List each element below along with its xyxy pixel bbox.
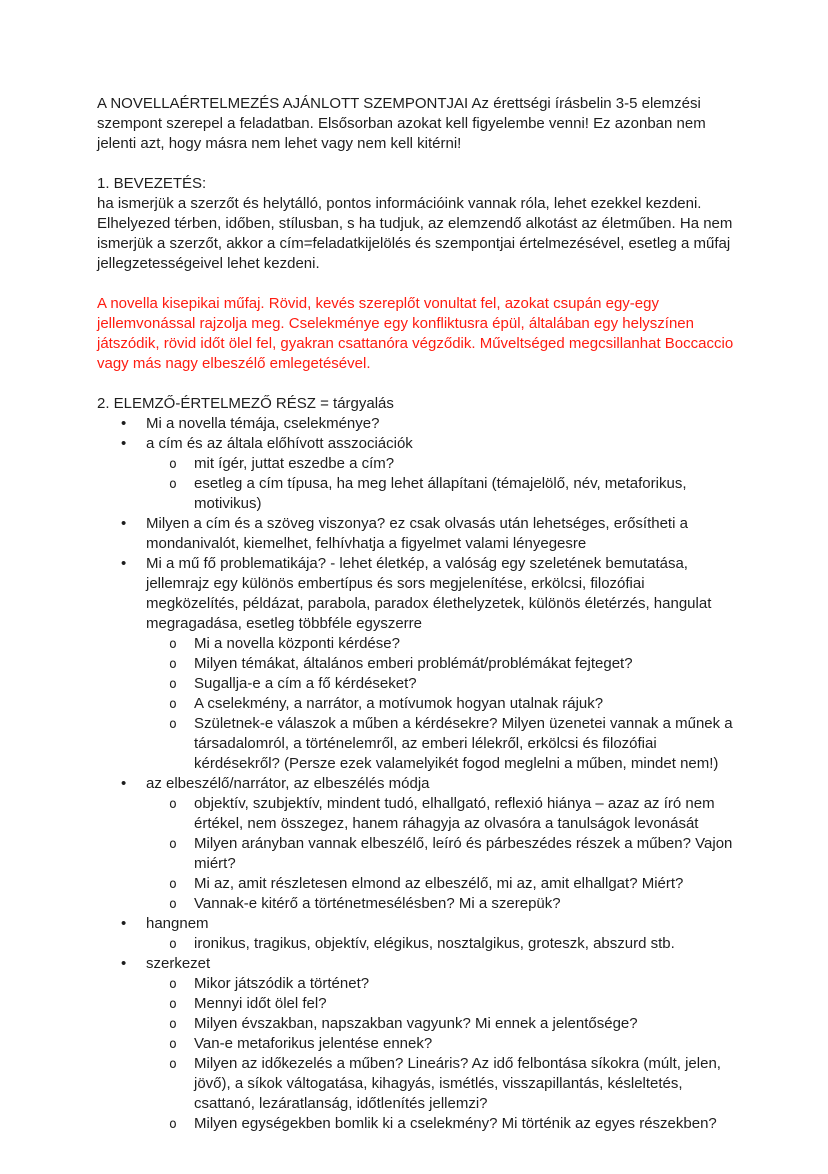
sub-bullet-icon: o	[169, 877, 177, 892]
sub-bullet-icon: o	[169, 477, 177, 492]
list-item-text: Milyen évszakban, napszakban vagyunk? Mi ennek a jelentősége?	[194, 1015, 638, 1032]
section2-heading: 2. ELEMZŐ-ÉRTELMEZŐ RÉSZ = tárgyalás	[97, 395, 394, 412]
bullet-icon: •	[121, 435, 127, 452]
list-item-text: Milyen a cím és a szöveg viszonya? ez csak olvasás után lehetséges, erősítheti a mondanivalót, kiemelhet, felhívhatja a figyelmet valami lényegesre	[146, 515, 688, 552]
list-item	[97, 954, 738, 974]
intro-paragraph: A NOVELLAÉRTELMEZÉS AJÁNLOTT SZEMPONTJAI Az érettségi írásbelin 3-5 elemzési szempont szerepel a feladatban. Elsősorban azokat kell figyelembe venni! Ez azonban nem jelenti azt, hogy másra nem lehet vagy nem kell kitérni!	[97, 95, 706, 152]
list-item-text: Születnek-e válaszok a műben a kérdésekre? Milyen üzenetei vannak a műnek a társadalomról, a történelemről, az emberi lélekről, erkölcsi és filozófiai kérdésekről? (Persze ezek valamelyikét fogod meglelni a műben, mindet nem!)	[194, 715, 733, 772]
list-item-text: Milyen az időkezelés a műben? Lineáris? Az idő felbontása síkokra (múlt, jelen, jövő), a síkok váltogatása, kihagyás, ismétlés, visszapillantás, késleltetés, csattanó, lezáratlanság, időtlenítés jellemzi?	[194, 1055, 721, 1112]
list-item-text: Milyen arányban vannak elbeszélő, leíró és párbeszédes részek a műben? Vajon miért?	[194, 835, 733, 872]
list-item-text: Mi a novella központi kérdése?	[194, 635, 400, 652]
document-body	[97, 94, 738, 1134]
list-item	[97, 934, 738, 954]
sub-bullet-icon: o	[169, 717, 177, 732]
list-item-text: objektív, szubjektív, mindent tudó, elhallgató, reflexió hiánya – azaz az író nem értékel, nem összegez, hanem ráhagyja az olvasóra a tanulságok levonását	[194, 795, 715, 832]
list-item	[97, 1034, 738, 1054]
list-item-text: az elbeszélő/narrátor, az elbeszélés módja	[146, 775, 430, 792]
list-item	[97, 434, 738, 454]
sub-bullet-icon: o	[169, 837, 177, 852]
list-item	[97, 774, 738, 794]
sub-bullet-icon: o	[169, 897, 177, 912]
sub-bullet-icon: o	[169, 797, 177, 812]
bullet-icon: •	[121, 515, 127, 532]
list-item	[97, 634, 738, 654]
list-item	[97, 454, 738, 474]
list-item	[97, 874, 738, 894]
sub-bullet-icon: o	[169, 1117, 177, 1132]
list-item-text: Milyen egységekben bomlik ki a cselekmény? Mi történik az egyes részekben?	[194, 1115, 717, 1132]
list-item-text: Vannak-e kitérő a történetmesélésben? Mi a szerepük?	[194, 895, 561, 912]
list-item	[97, 474, 738, 514]
section1-heading: 1. BEVEZETÉS:	[97, 175, 207, 192]
list-item-text: Mi az, amit részletesen elmond az elbeszélő, mi az, amit elhallgat? Miért?	[194, 875, 684, 892]
list-item	[97, 994, 738, 1014]
sub-bullet-icon: o	[169, 977, 177, 992]
analysis-list	[97, 414, 738, 1134]
section1-body: ha ismerjük a szerzőt és helytálló, pontos információink vannak róla, lehet ezekkel kezdeni. Elhelyezed térben, időben, stílusban, s ha tudjuk, az elemzendő alkotást az életműben. Ha nem ismerjük a szerzőt, akkor a cím=feladatkijelölés és szempontjai értelmezésével, esetleg a műfaj jellegzetességeivel lehet kezdeni.	[97, 195, 733, 272]
list-item-text: Mi a mű fő problematikája? - lehet életkép, a valóság egy szeletének bemutatása, jellemrajz egy különös embertípus és sors megjelenítése, erkölcsi, filozófiai megközelítés, példázat, parabola, paradox élethelyzetek, különös életérzés, hangulat megragadása, esetleg többféle egyszerre	[146, 555, 712, 632]
sub-bullet-icon: o	[169, 457, 177, 472]
list-item-text: Mennyi időt ölel fel?	[194, 995, 327, 1012]
list-item-text: ironikus, tragikus, objektív, elégikus, nosztalgikus, groteszk, abszurd stb.	[194, 935, 675, 952]
red-note-paragraph: A novella kisepikai műfaj. Rövid, kevés szereplőt vonultat fel, azokat csupán egy-egy jellemvonással rajzolja meg. Cselekménye egy konfliktusra épül, általában egy helyszínen játszódik, rövid időt ölel fel, gyakran csattanóra végződik. Műveltséged megcsillanhat Boccaccio vagy más nagy elbeszélő emlegetésével.	[97, 295, 734, 372]
list-item	[97, 794, 738, 834]
bullet-icon: •	[121, 555, 127, 572]
list-item	[97, 834, 738, 874]
sub-bullet-icon: o	[169, 937, 177, 952]
sub-bullet-icon: o	[169, 677, 177, 692]
sub-bullet-icon: o	[169, 1037, 177, 1052]
list-item	[97, 694, 738, 714]
sub-bullet-icon: o	[169, 697, 177, 712]
list-item-text: szerkezet	[146, 955, 211, 972]
list-item	[97, 714, 738, 774]
list-item	[97, 514, 738, 554]
list-item	[97, 1054, 738, 1114]
list-item	[97, 414, 738, 434]
list-item	[97, 554, 738, 634]
list-item-text: A cselekmény, a narrátor, a motívumok hogyan utalnak rájuk?	[194, 695, 604, 712]
list-item	[97, 1114, 738, 1134]
list-item-text: a cím és az általa előhívott asszociációk	[146, 435, 413, 452]
list-item	[97, 894, 738, 914]
list-item-text: Van-e metaforikus jelentése ennek?	[194, 1035, 433, 1052]
bullet-icon: •	[121, 915, 127, 932]
list-item-text: Sugallja-e a cím a fő kérdéseket?	[194, 675, 417, 692]
bullet-icon: •	[121, 955, 127, 972]
sub-bullet-icon: o	[169, 1057, 177, 1072]
list-item	[97, 914, 738, 934]
sub-bullet-icon: o	[169, 1017, 177, 1032]
list-item-text: Mikor játszódik a történet?	[194, 975, 370, 992]
list-item	[97, 1014, 738, 1034]
sub-bullet-icon: o	[169, 637, 177, 652]
bullet-icon: •	[121, 775, 127, 792]
sub-bullet-icon: o	[169, 657, 177, 672]
list-item-text: hangnem	[146, 915, 209, 932]
list-item	[97, 674, 738, 694]
list-item-text: Milyen témákat, általános emberi problémát/problémákat fejteget?	[194, 655, 633, 672]
bullet-icon: •	[121, 415, 127, 432]
list-item	[97, 654, 738, 674]
list-item-text: Mi a novella témája, cselekménye?	[146, 415, 380, 432]
list-item	[97, 974, 738, 994]
sub-bullet-icon: o	[169, 997, 177, 1012]
list-item-text: mit ígér, juttat eszedbe a cím?	[194, 455, 395, 472]
list-item-text: esetleg a cím típusa, ha meg lehet állapítani (témajelölő, név, metaforikus, motivikus)	[194, 475, 687, 512]
